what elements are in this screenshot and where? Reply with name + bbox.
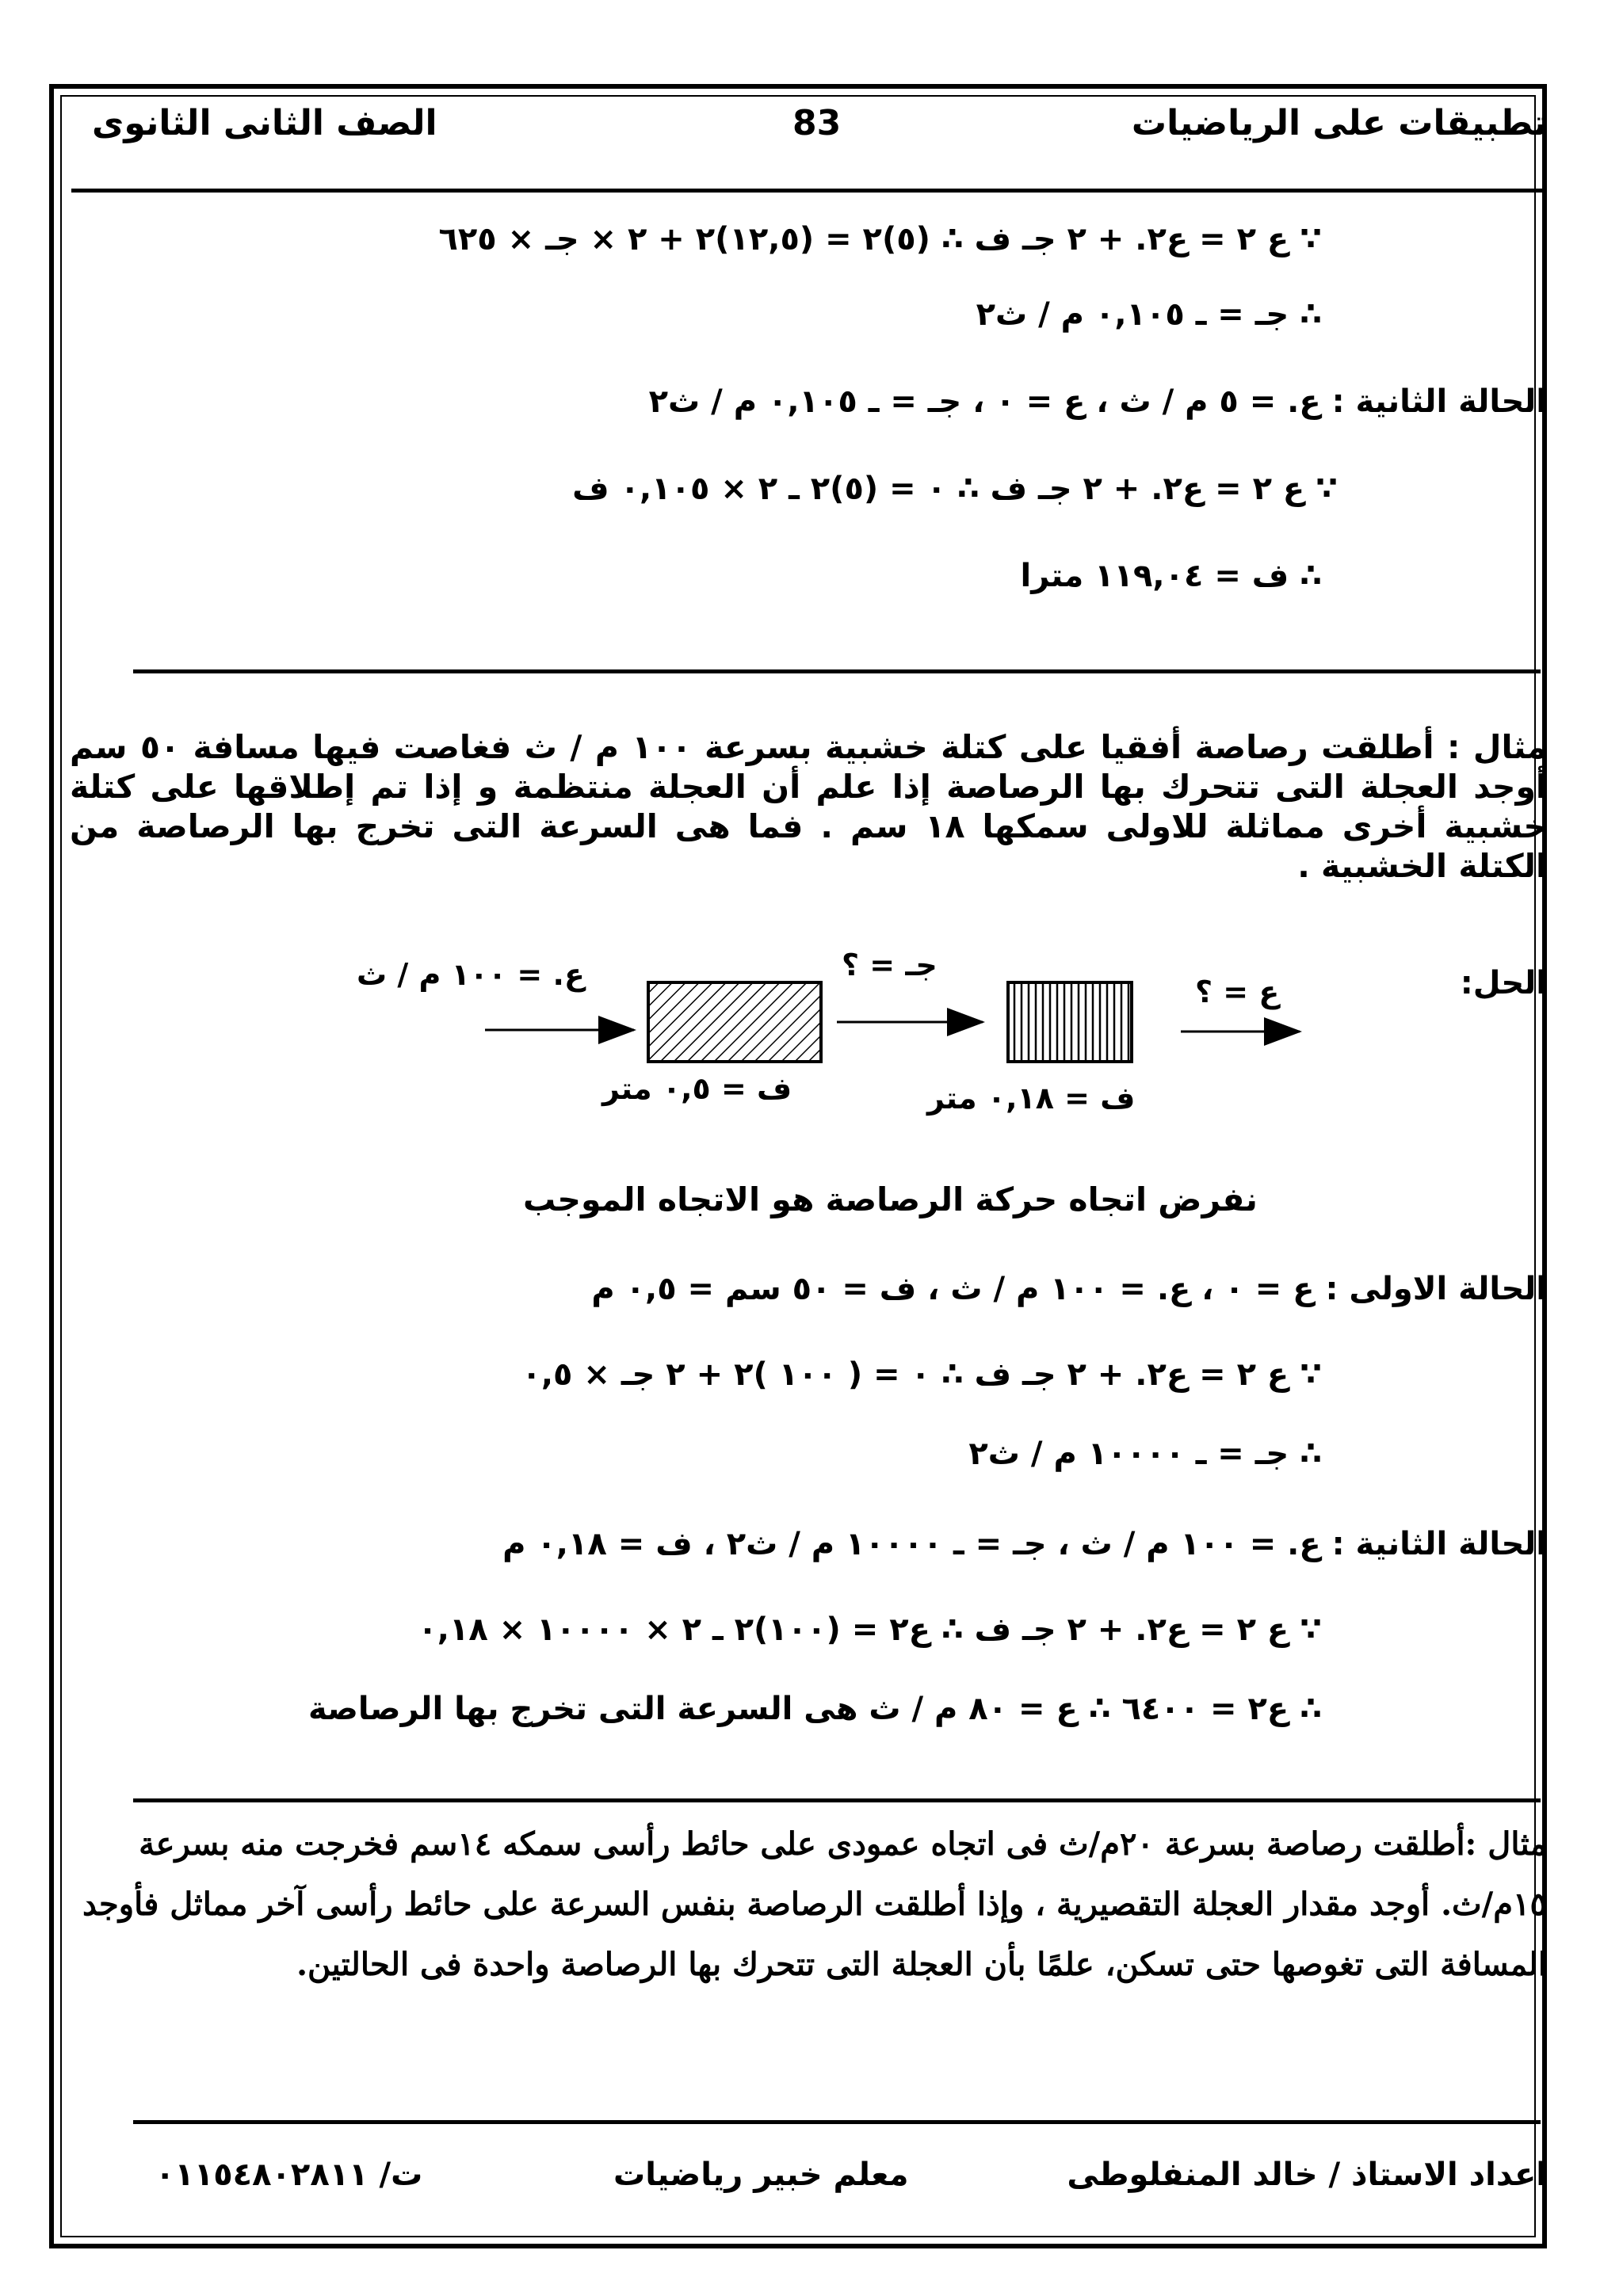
distance-2-label: ف = ۰,۱۸ متر <box>927 1081 1136 1116</box>
initial-velocity-label: ع. = ۱۰۰ م / ث <box>357 957 585 992</box>
wood-block-2 <box>1008 982 1132 1062</box>
case-two-heading: الحالة الثانية : ع. = ٥ م / ث ، ع = ۰ ، جـ = ـ ۰,۱۰٥ م / ث۲ <box>648 383 1547 420</box>
result-line-3: ∴ جـ = ـ ۱۰۰۰۰ م / ث۲ <box>968 1436 1322 1472</box>
book-title: تطبيقات على الرياضيات <box>1131 103 1547 143</box>
case-one-heading: الحالة الاولى : ع = ۰ ، ع. = ۱۰۰ م / ث ، ف = ٥۰ سم = ۰,٥ م <box>591 1271 1547 1307</box>
equation-line-4: ∵ ع ۲ = ع۲. + ۲ جـ ف ∴ ع۲ = (۱۰۰)۲ ـ ۲ × ۱۰۰۰۰ × ۰,۱۸ <box>418 1611 1322 1648</box>
example-1-statement: مثال : أطلقت رصاصة أفقيا على كتلة خشبية بسرعة ۱۰۰ م / ث فغاصت فيها مسافة ٥۰ سم أوجد العجلة التى تتحرك بها الرصاصة إذا علم أن العجلة منتظمة و إذا تم إطلاقها على كتلة خشبية أخرى مماثلة للاولى سمكها ۱۸ سم . فما هى السرعة التى تخرج بها الرصاصة من الكتلة الخشبية . <box>70 728 1548 885</box>
case-two-heading-2: الحالة الثانية : ع. = ۱۰۰ م / ث ، جـ = ـ ۱۰۰۰۰ م / ث۲ ، ف = ۰,۱۸ م <box>502 1526 1547 1562</box>
result-line-2: ∴ ف = ۱۱۹,۰٤ مترا <box>1020 558 1322 594</box>
footer-author: اعداد الاستاذ / خالد المنفلوطى <box>1067 2157 1547 2193</box>
final-answer-line: ∴ ع۲ = ٦٤۰۰ ∴ ع = ۸۰ م / ث هى السرعة التى تخرج بها الرصاصة <box>307 1691 1322 1727</box>
wood-block-1 <box>648 982 821 1062</box>
footer-rule <box>133 2120 1541 2124</box>
page-number: 83 <box>792 103 842 143</box>
grade-label: الصف الثانى الثانوى <box>92 103 437 143</box>
distance-1-label: ف = ۰,٥ متر <box>602 1071 792 1106</box>
assumption-line: نفرض اتجاه حركة الرصاصة هو الاتجاه الموجب <box>523 1180 1258 1219</box>
acceleration-label: جـ = ؟ <box>842 948 938 982</box>
footer-phone: ت/ ۰۱۱٥٤۸۰۲۸۱۱ <box>155 2157 423 2193</box>
final-velocity-label: ع = ؟ <box>1195 974 1280 1009</box>
equation-line-1: ∵ ع ۲ = ع۲. + ۲ جـ ف ∴ (٥)۲ = (۱۲,٥)۲ + ۲ × جـ × ٦۲٥ <box>438 221 1322 257</box>
equation-line-3: ∵ ع ۲ = ع۲. + ۲ جـ ف ∴ ۰ = ( ۱۰۰ )۲ + ۲ جـ × ۰,٥ <box>521 1356 1322 1393</box>
solution-label: الحل: <box>1460 965 1547 1001</box>
example-2-statement: مثال :أطلقت رصاصة بسرعة ٢٠م/ث فى اتجاه عمودى على حائط رأسى سمكه ١٤سم فخرجت منه بسرعة ١٥م/ث. أوجد مقدار العجلة التقصيرية ، وإذا أطلقت الرصاصة بنفس السرعة على حائط رأسى آخر مماثل فأوجد المسافة التى تغوصها حتى تسكن، علمًا بأن العجلة التى تتحرك بها الرصاصة واحدة فى الحالتين. <box>82 1825 1547 1983</box>
footer-role: معلم خبير رياضيات <box>613 2157 909 2193</box>
equation-line-2: ∵ ع ۲ = ع۲. + ۲ جـ ف ∴ ۰ = (٥)۲ ـ ۲ × ۰,۱۰٥ ف <box>572 471 1338 507</box>
section-rule-2 <box>133 1798 1541 1802</box>
result-line-1: ∴ جـ = ـ ۰,۱۰٥ م / ث۲ <box>976 296 1322 333</box>
